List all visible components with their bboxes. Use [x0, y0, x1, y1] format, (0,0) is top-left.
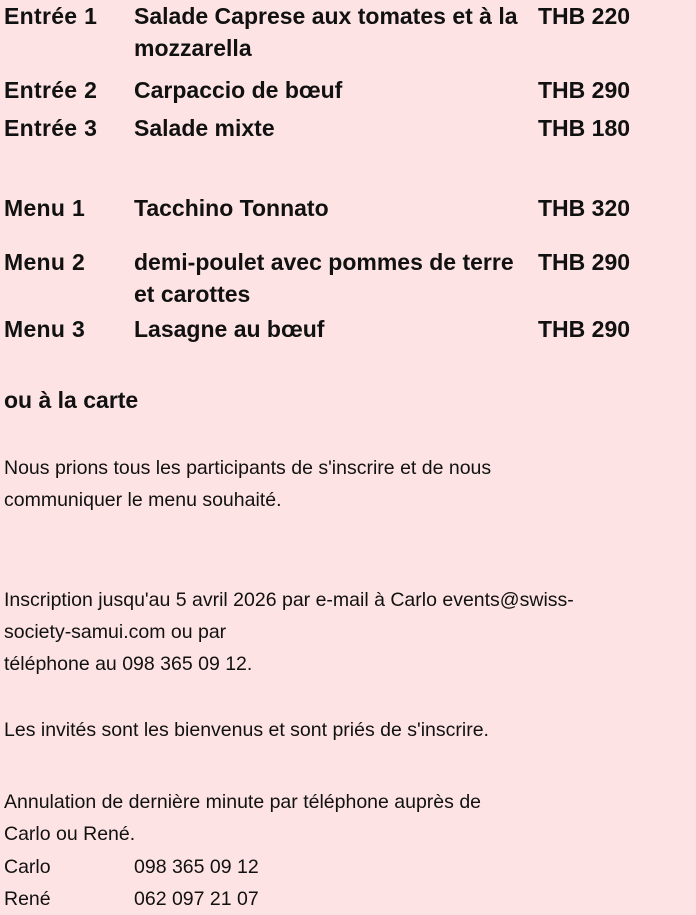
deadline-line: téléphone au 098 365 09 12. — [4, 653, 253, 675]
contact-row — [4, 851, 694, 883]
dish-name: Salade mixte — [134, 115, 275, 141]
dish-price: THB 180 — [538, 115, 631, 141]
course-label: Entrée 1 — [4, 3, 98, 29]
menu-row-menu-3 — [4, 313, 630, 345]
contact-name: Carlo — [4, 856, 51, 878]
dish-name: Lasagne au bœuf — [134, 316, 325, 342]
dish-name: Tacchino Tonnato — [134, 195, 329, 221]
dish-name: Salade Caprese aux tomates et à la mozzarella — [134, 3, 518, 61]
cancellation-note: Annulation de dernière minute par téléphone auprès de Carlo ou René. — [4, 791, 482, 845]
course-label: Menu 2 — [4, 249, 86, 275]
dish-price: THB 290 — [538, 77, 631, 103]
dish-price: THB 290 — [538, 316, 631, 342]
contact-list — [4, 851, 694, 915]
dish-name: demi-poulet avec pommes de terre et carottes — [134, 249, 514, 307]
course-label: Menu 3 — [4, 316, 86, 342]
menu-row-entree-3 — [4, 112, 630, 144]
contact-phone: 062 097 21 07 — [134, 888, 259, 910]
course-label: Entrée 2 — [4, 77, 98, 103]
course-label: Entrée 3 — [4, 115, 98, 141]
dish-price: THB 320 — [538, 195, 631, 221]
registration-deadline — [4, 584, 694, 680]
dish-price: THB 220 — [538, 3, 631, 29]
contact-phone: 098 365 09 12 — [134, 856, 259, 878]
deadline-line: Inscription jusqu'au 5 avril 2026 par e-mail à Carlo events@swiss- — [4, 589, 574, 611]
registration-request: Nous prions tous les participants de s'inscrire et de nous communiquer le menu souhaité. — [4, 457, 492, 511]
contact-row — [4, 883, 694, 915]
deadline-line: society-samui.com ou par — [4, 621, 227, 643]
menu-row-menu-1 — [4, 192, 630, 224]
dish-price: THB 290 — [538, 249, 631, 275]
guests-note: Les invités sont les bienvenus et sont priés de s'inscrire. — [4, 719, 489, 741]
contact-name: René — [4, 888, 51, 910]
menu-row-menu-2 — [4, 246, 630, 310]
a-la-carte-note: ou à la carte — [4, 387, 139, 413]
menu-row-entree-1 — [4, 0, 630, 64]
course-label: Menu 1 — [4, 195, 86, 221]
dish-name: Carpaccio de bœuf — [134, 77, 343, 103]
menu-row-entree-2 — [4, 74, 630, 106]
